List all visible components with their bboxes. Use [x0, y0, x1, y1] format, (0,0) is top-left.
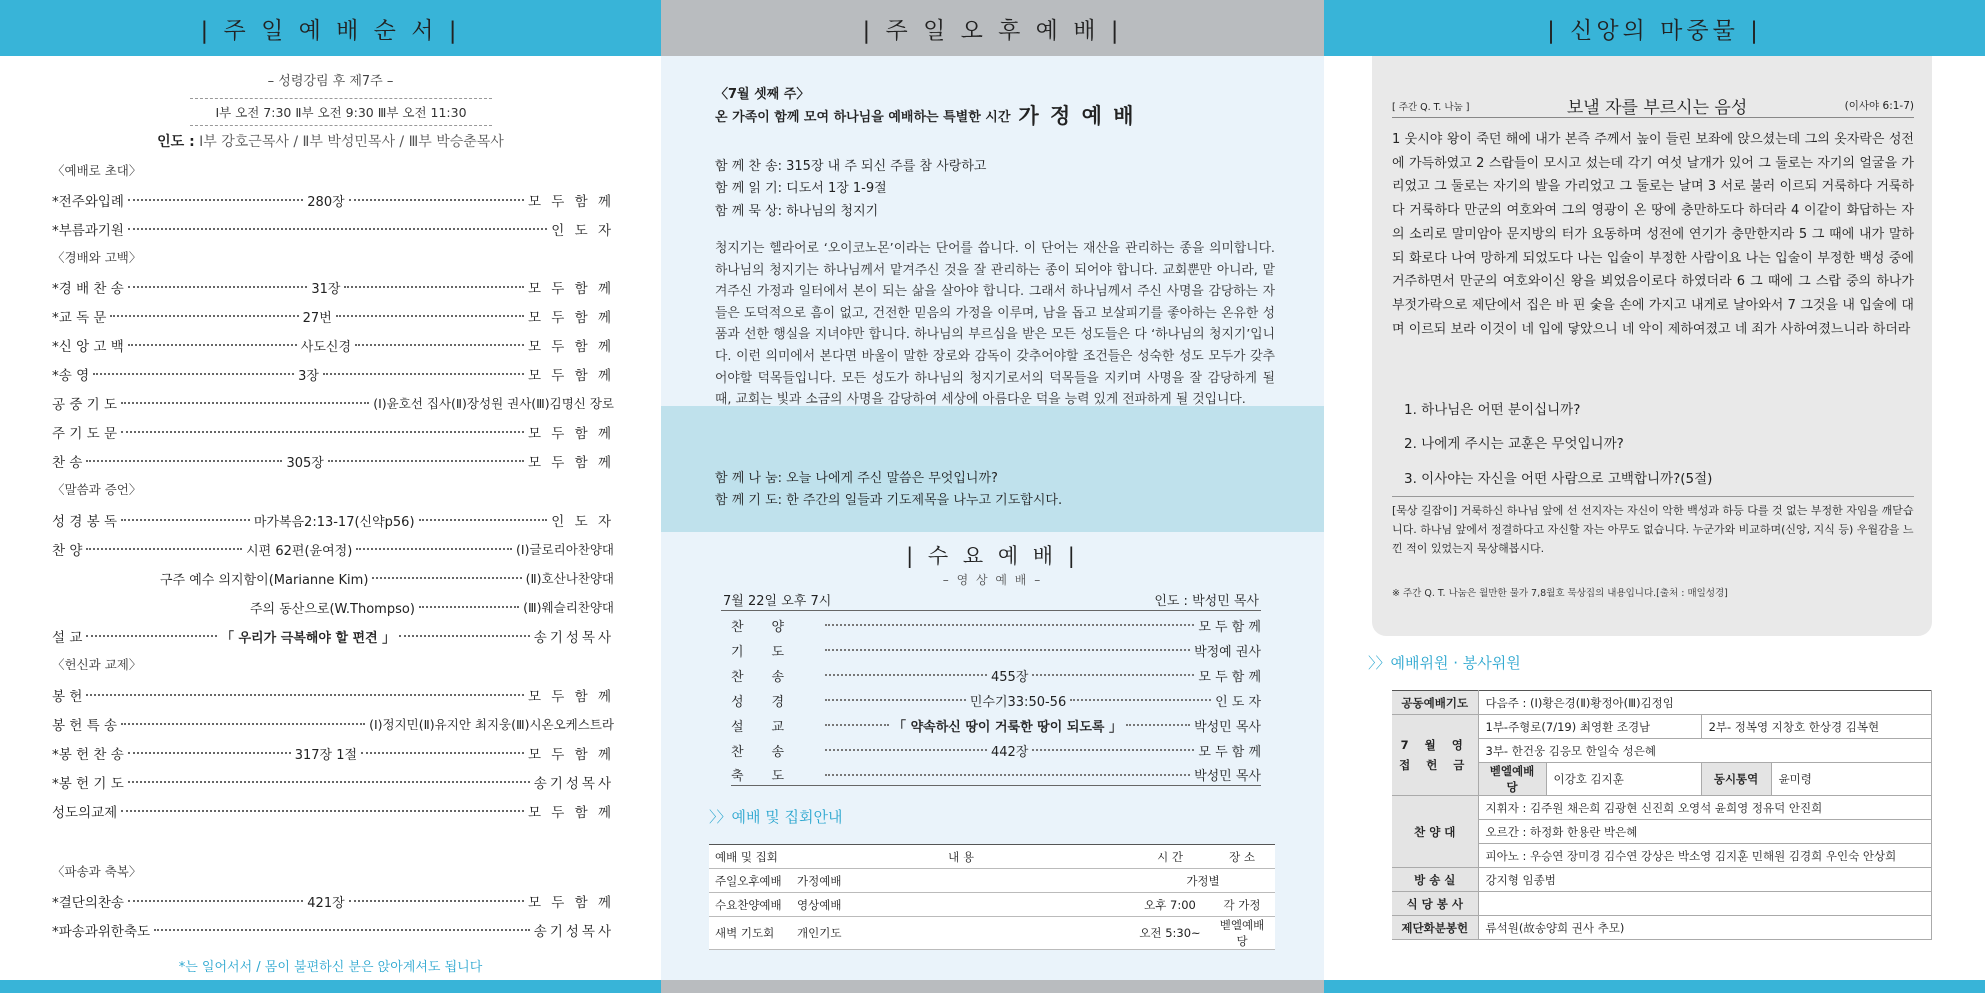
order-row: *부름과기원 인 도 자 [52, 223, 614, 239]
devotion-text: 청지기는 헬라어로 ‘오이코노몬’이라는 단어를 씁니다. 이 단어는 재산을 관리하는 종을 의미합니다. 하나님의 청지기는 하나님께서 맡겨주신 것을 잘 관리하는 종이 되어야 합니다. 교회뿐만 아니라, 맡겨주신 가정과 일터에서 본이 되는 삶을 살아야 합니다. 그래서 하나님께서 주신 사명을 감당하는 자들은 도덕적으로 흠이 없고, 건전한 믿음의 가정을 이루며, 남을 돕고 보살피기를 좋아하는 온유한 성품과 선한 행실을 지녀야만 합니다. 하나님의 부르심을 받은 모든 성도들은 다 ‘하나님의 청지기’입니다. 이런 의미에서 본다면 바울이 말한 장로와 감독이 갖추어야할 조건들은 성숙한 성도 모두가 갖추어야할 덕목들입니다. 모든 성도가 하나님의 청지기로서의 덕목들을 지키며 사명을 잘 감당하게 될 때, 교회는 빛과 소금의 사명을 감당하여 세상에 아름다운 덕을 능력 있게 전파하게 될 것입니다. [715, 241, 1275, 408]
order-row: 봉 헌 모 두 함 께 [52, 689, 614, 705]
table-row: 주일오후예배 가정예배 가정별 [709, 869, 1275, 893]
order-row: 구주 예수 의지함이(Marianne Kim) (Ⅱ)호산나찬양대 [160, 571, 614, 588]
qt-label: [ 주간 Q. T. 나눔 ] [1392, 101, 1470, 113]
family-worship-intro: 온 가족이 함께 모여 하나님을 예배하는 특별한 시간 가 정 예 배 [715, 100, 1275, 130]
section-sending: 〈파송과 축복〉 [52, 864, 142, 879]
wednesday-sub: – 영 상 예 배 – [942, 573, 1043, 587]
week-label: 〈7월 셋째 주〉 [715, 87, 810, 102]
table-row: 공동예배기도 다음주 : (Ⅰ)황은경(Ⅱ)황정아(Ⅲ)김정임 [1392, 691, 1932, 715]
reading-line: 함 께 읽 기: 디도서 1장 1-9절 [715, 181, 887, 196]
liturgical-week: – 성령강림 후 제7주 – [267, 74, 394, 89]
order-row: 성도의교제 모 두 함 께 [52, 805, 614, 821]
guide-table: 예배 및 집회 내 용 시 간 장 소 주일오후예배 가정예배 가정별 수요찬양예배 영상예배 오후 7:00 각 가정 새벽 기도회 개인기도 오전 5:30~ 벧엘예배당 [709, 844, 1275, 950]
table-row: 7 월 영 접 헌 금 1부-주형로(7/19) 최영환 조경남 2부- 정복영 지창호 한상경 김복현 [1392, 715, 1932, 739]
order-row: *전주와입례 280장 모 두 함 께 [52, 194, 615, 210]
family-worship-title: 가 정 예 배 [1018, 104, 1136, 128]
leader-label: 인도 : [157, 134, 195, 150]
share-line: 함 께 나 눔: 오늘 나에게 주신 말씀은 무엇입니까? [715, 471, 998, 486]
wednesday-info [721, 589, 1261, 611]
qt-scripture: 1 웃시야 왕이 죽던 해에 내가 본즉 주께서 높이 들린 보좌에 앉으셨는데 그의 옷자락은 성전에 가득하였고 2 스랍들이 모시고 섰는데 각기 여섯 날개가 있어 그 둘로는 자기의 얼굴을 가리었고 그 둘로는 자기의 발을 가리었고 그 둘로는 날며 3 서로 불러 이르되 거룩하다 거룩하다 거룩하다 만군의 여호와여 그의 영광이 온 땅에 충만하도다 하더라 4 이같이 화답하는 자의 소리로 말미암아 문지방의 터가 요동하며 성전에 연기가 충만한지라 5 그 때에 내가 말하되 화로다 나여 망하게 되었도다 나는 입술이 부정한 사람이요 나는 입술이 부정한 백성 중에 거주하면서 만군의 여호와이신 왕을 뵈었음이로다 하였더라 6 그 때에 그 스랍 중의 하나가 부젓가락으로 제단에서 집은 바 핀 숯을 손에 가지고 내게로 날아와서 7 그것을 내 입술에 대며 이르되 보라 이것이 네 입에 닿았으니 네 악이 제하여졌고 네 죄가 사하여졌느니라 하더라 [1392, 132, 1914, 337]
qt-title: 보낼 자를 부르시는 음성 [1566, 98, 1748, 118]
section-word: 〈말씀과 증언〉 [52, 482, 142, 497]
order-row: *송 영 3장 모 두 함 께 [52, 368, 615, 384]
wed-row: 성경 민수기33:50-56 인 도 자 [731, 694, 1262, 710]
order-row: 공 중 기 도 (Ⅰ)윤호선 집사(Ⅱ)장성원 권사(Ⅲ)김명신 장로 [52, 396, 614, 413]
wed-row: 찬양 모 두 함 께 [731, 619, 1261, 635]
qt-question: 2. 나에게 주시는 교훈은 무엇입니까? [1404, 436, 1624, 452]
table-row: 새벽 기도회 개인기도 오전 5:30~ 벧엘예배당 [709, 917, 1275, 950]
staff-title: 〉〉예배위원 · 봉사위원 [1368, 654, 1521, 672]
table-row: 식 당 봉 사 [1392, 892, 1932, 916]
table-row: 방 송 실 강지형 임종범 [1392, 868, 1932, 892]
table-row: 피아노 : 우승연 장미경 김수연 강상은 박소영 김지훈 민해원 김경희 우인숙 안상희 [1392, 844, 1932, 868]
order-row: *봉 헌 기 도 송기성목사 [52, 776, 614, 792]
hymn-line: 함 께 찬 송: 315장 내 주 되신 주를 참 사랑하고 [715, 159, 987, 174]
wed-row: 찬송 455장 모 두 함 께 [731, 669, 1262, 685]
service-leaders [0, 131, 661, 151]
order-row: *결단의찬송 421장 모 두 함 께 [52, 895, 615, 911]
guide-title: 〉〉예배 및 집회안내 [709, 808, 843, 826]
table-row: 3부- 한건웅 김응모 한일숙 성은혜 [1392, 739, 1932, 763]
wednesday-header: | 수 요 예 배 | [906, 544, 1079, 568]
afternoon-worship-panel [661, 0, 1324, 993]
qt-question: 1. 하나님은 어떤 분이십니까? [1404, 402, 1581, 418]
order-row: 찬 양 시편 62편(윤여정) (Ⅰ)글로리아찬양대 [52, 542, 615, 559]
faith-primer-panel [1324, 0, 1985, 993]
wed-row: 축도 박성민 목사 [731, 764, 1261, 786]
order-row: 봉 헌 특 송 (Ⅰ)정지민(Ⅱ)유지안 최지웅(Ⅲ)시온오케스트라 [52, 717, 614, 734]
order-row: 찬 송 305장 모 두 함 께 [52, 455, 615, 471]
order-row: 주 기 도 문 모 두 함 께 [52, 426, 614, 442]
section-worship: 〈경배와 고백〉 [52, 250, 142, 265]
afternoon-header: | 주 일 오 후 예 배 | [661, 0, 1324, 56]
faith-primer-header: | 신앙의 마중물 | [1324, 0, 1985, 56]
standing-note: *는 일어서서 / 몸이 불편하신 분은 앉아계셔도 됩니다 [178, 960, 483, 975]
wednesday-date: 7월 22일 오후 7시 [723, 594, 832, 609]
leader-names: Ⅰ부 강호근목사 / Ⅱ부 박성민목사 / Ⅲ부 박승춘목사 [199, 134, 504, 150]
footer-bar [0, 980, 661, 993]
order-row: 주의 동산으로(W.Thompso) (Ⅲ)웨슬리찬양대 [250, 600, 614, 617]
order-row: *교 독 문 27번 모 두 함 께 [52, 310, 614, 326]
sunday-order-header: | 주 일 예 배 순 서 | [0, 0, 661, 56]
wed-row: 찬송 442장 모 두 함 께 [731, 744, 1262, 760]
order-row: *신 앙 고 백 사도신경 모 두 함 께 [52, 339, 615, 355]
qt-header [1392, 94, 1914, 118]
wed-row: 기도 박정예 권사 [731, 644, 1261, 660]
table-row: 수요찬양예배 영상예배 오후 7:00 각 가정 [709, 893, 1275, 917]
section-invitation: 〈예배로 초대〉 [52, 163, 142, 178]
qt-reference: (이사야 6:1-7) [1844, 100, 1914, 112]
order-row-sermon: 설 교 「 우리가 극복해야 할 편견 」 송기성목사 [52, 630, 614, 646]
wed-row: 설교 「 약속하신 땅이 거룩한 땅이 되도록 」 박성민 목사 [731, 719, 1261, 735]
staff-table [1392, 690, 1932, 940]
service-times: Ⅰ부 오전 7:30 Ⅱ부 오전 9:30 Ⅲ부 오전 11:30 [190, 98, 492, 126]
table-row: 제단화분봉헌 류석원(故송양희 권사 추모) [1392, 916, 1932, 940]
order-row: *봉 헌 찬 송 317장 1절 모 두 함 께 [52, 747, 614, 763]
section-offering: 〈헌신과 교제〉 [52, 657, 142, 672]
meditation-guide: [묵상 길잡이] 거룩하신 하나님 앞에 선 선지자는 자신이 악한 백성과 하등 다를 것 없는 부정한 자임을 깨닫습니다. 하나님 앞에서 정결하다고 자신할 자는 아무도 없습니다. 누군가와 비교하며(신앙, 지식 등) 우월감을 느낀 적이 있었는지 묵상해봅시다. [1392, 496, 1914, 558]
footer-bar [661, 980, 1324, 993]
sunday-order-panel [0, 0, 661, 993]
table-row: 찬 양 대 지휘자 : 김주원 채은희 김광현 신진희 오영석 윤희영 정유덕 안진희 [1392, 796, 1932, 820]
order-row: 성 경 봉 독 마가복음2:13-17(신약p56) 인 도 자 [52, 514, 615, 530]
wednesday-leader: 인도 : 박성민 목사 [1154, 594, 1259, 609]
footer-bar [1324, 980, 1985, 993]
order-row: *경 배 찬 송 31장 모 두 함 께 [52, 281, 615, 297]
table-row: 벧엘예배당 이강호 김지훈 동시통역 윤미령 [1392, 763, 1932, 796]
qt-source: ※ 주간 Q. T. 나눔은 월만한 물가 7,8월호 묵상집의 내용입니다.[출처 : 매일성경] [1392, 588, 1728, 599]
meditation-line: 함 께 묵 상: 하나님의 청지기 [715, 204, 879, 219]
order-row: *파송과위한축도 송기성목사 [52, 924, 614, 940]
prayer-line: 함 께 기 도: 한 주간의 일들과 기도제목을 나누고 기도합시다. [715, 493, 1063, 508]
table-row: 오르간 : 하정화 한용란 박은혜 [1392, 820, 1932, 844]
qt-question: 3. 이사야는 자신을 어떤 사람으로 고백합니까?(5절) [1404, 471, 1713, 487]
